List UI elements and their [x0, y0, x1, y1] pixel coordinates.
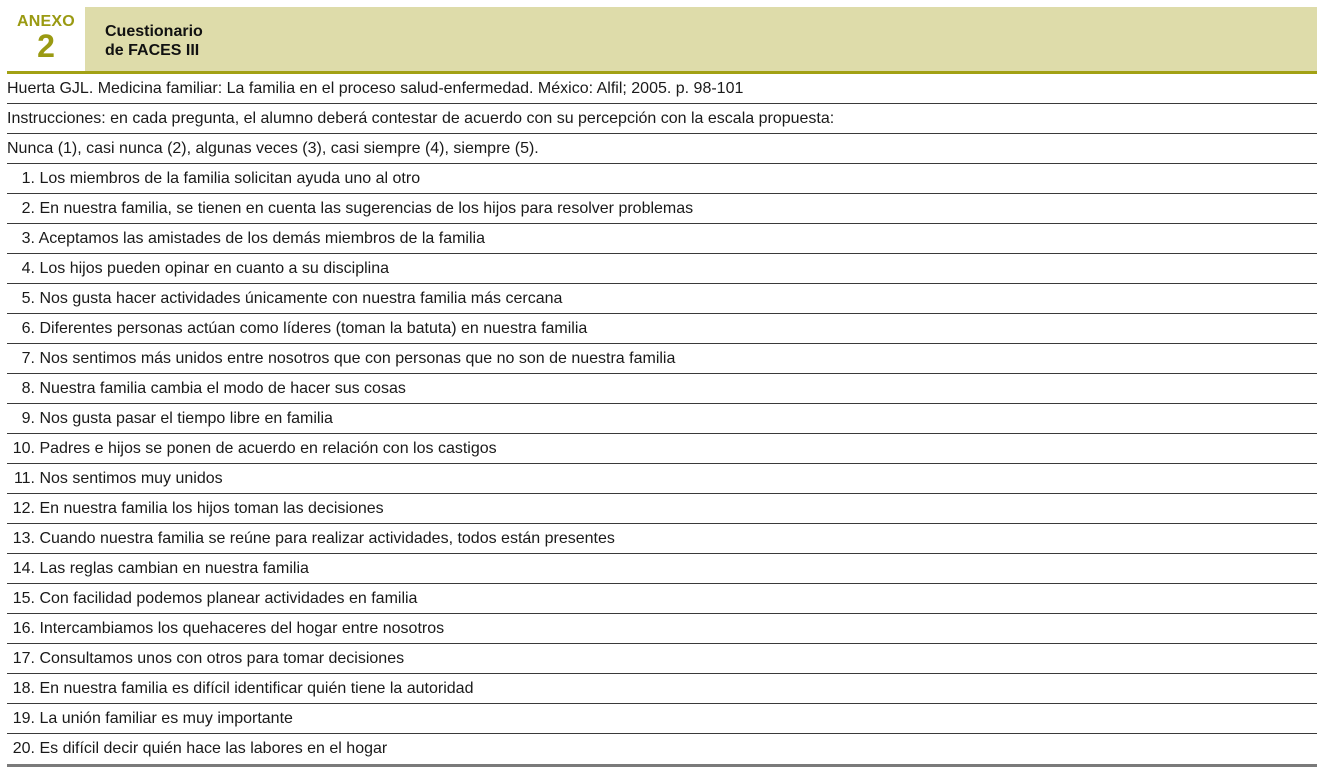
- item-number: 2.: [21, 200, 35, 217]
- questionnaire-item: [7, 464, 1317, 494]
- questionnaire-item: [7, 194, 1317, 224]
- questionnaire-item: [7, 704, 1317, 734]
- annex-header: [7, 7, 1317, 74]
- item-text: Diferentes personas actúan como líderes (toman la batuta) en nuestra familia: [39, 320, 588, 337]
- item-number: 13.: [12, 530, 35, 547]
- item-text: Intercambiamos los quehaceres del hogar entre nosotros: [39, 620, 445, 637]
- questionnaire-item: [7, 524, 1317, 554]
- questionnaire-item: [7, 614, 1317, 644]
- questionnaire-item: [7, 284, 1317, 314]
- questionnaire-item: [7, 314, 1317, 344]
- item-number: 17.: [12, 650, 35, 667]
- item-number: 4.: [21, 260, 35, 277]
- item-number: 7.: [21, 350, 35, 367]
- questionnaire-item: [7, 644, 1317, 674]
- item-text: Padres e hijos se ponen de acuerdo en relación con los castigos: [39, 440, 497, 457]
- item-text: Consultamos unos con otros para tomar decisiones: [39, 650, 405, 667]
- annex-label: ANEXO: [17, 13, 75, 30]
- item-number: 18.: [12, 680, 35, 697]
- questionnaire-item: [7, 344, 1317, 374]
- item-number: 16.: [12, 620, 35, 637]
- questionnaire-item: [7, 374, 1317, 404]
- item-text: En nuestra familia es difícil identificar quién tiene la autoridad: [39, 680, 474, 697]
- annex-number: 2: [37, 28, 55, 64]
- item-number: 10.: [12, 440, 35, 457]
- questionnaire-item: [7, 554, 1317, 584]
- questionnaire-item: [7, 404, 1317, 434]
- questionnaire-item: [7, 164, 1317, 194]
- item-text: Nos gusta hacer actividades únicamente con nuestra familia más cercana: [39, 290, 563, 307]
- questionnaire-item: [7, 434, 1317, 464]
- annex-badge: [7, 7, 85, 71]
- item-number: 9.: [21, 410, 35, 427]
- item-text: Cuando nuestra familia se reúne para realizar actividades, todos están presentes: [39, 530, 615, 547]
- item-text: En nuestra familia los hijos toman las decisiones: [39, 500, 384, 517]
- item-number: 14.: [12, 560, 35, 577]
- questionnaire-item: [7, 494, 1317, 524]
- item-text: Con facilidad podemos planear actividades en familia: [39, 590, 418, 607]
- questionnaire-item: [7, 224, 1317, 254]
- item-number: 5.: [21, 290, 35, 307]
- annex-page: [7, 7, 1317, 767]
- questionnaire-item: [7, 584, 1317, 614]
- title-line-1: Cuestionario: [105, 23, 203, 40]
- reference-row: Huerta GJL. Medicina familiar: La familia en el proceso salud-enfermedad. México: Alfil; 2005. p. 98-101: [7, 74, 1317, 104]
- item-text: Nuestra familia cambia el modo de hacer sus cosas: [39, 380, 406, 397]
- item-text: Los hijos pueden opinar en cuanto a su disciplina: [39, 260, 390, 277]
- item-number: 6.: [21, 320, 35, 337]
- item-text: Los miembros de la familia solicitan ayuda uno al otro: [39, 170, 421, 187]
- item-number: 15.: [12, 590, 35, 607]
- item-text: Aceptamos las amistades de los demás miembros de la familia: [38, 230, 485, 247]
- item-number: 8.: [21, 380, 35, 397]
- item-text: Las reglas cambian en nuestra familia: [39, 560, 309, 577]
- item-number: 1.: [21, 170, 35, 187]
- item-number: 20.: [12, 740, 35, 757]
- item-text: En nuestra familia, se tienen en cuenta las sugerencias de los hijos para resolver problemas: [39, 200, 694, 217]
- questionnaire-item: [7, 734, 1317, 764]
- questionnaire-item: [7, 254, 1317, 284]
- item-text: La unión familiar es muy importante: [39, 710, 293, 727]
- item-number: 12.: [12, 500, 35, 517]
- scale-row: Nunca (1), casi nunca (2), algunas veces (3), casi siempre (4), siempre (5).: [7, 134, 1317, 164]
- item-text: Nos gusta pasar el tiempo libre en familia: [39, 410, 333, 427]
- item-number: 19.: [12, 710, 35, 727]
- questionnaire-item: [7, 674, 1317, 704]
- annex-title: [85, 7, 1317, 71]
- instructions-row: Instrucciones: en cada pregunta, el alumno deberá contestar de acuerdo con su percepción con la escala propuesta:: [7, 104, 1317, 134]
- item-number: 11.: [13, 470, 35, 487]
- item-number: 3.: [21, 230, 35, 247]
- questionnaire-table: [7, 74, 1317, 767]
- item-text: Nos sentimos más unidos entre nosotros que con personas que no son de nuestra familia: [39, 350, 676, 367]
- title-line-2: de FACES III: [105, 42, 200, 59]
- item-text: Es difícil decir quién hace las labores en el hogar: [39, 740, 388, 757]
- item-text: Nos sentimos muy unidos: [39, 470, 223, 487]
